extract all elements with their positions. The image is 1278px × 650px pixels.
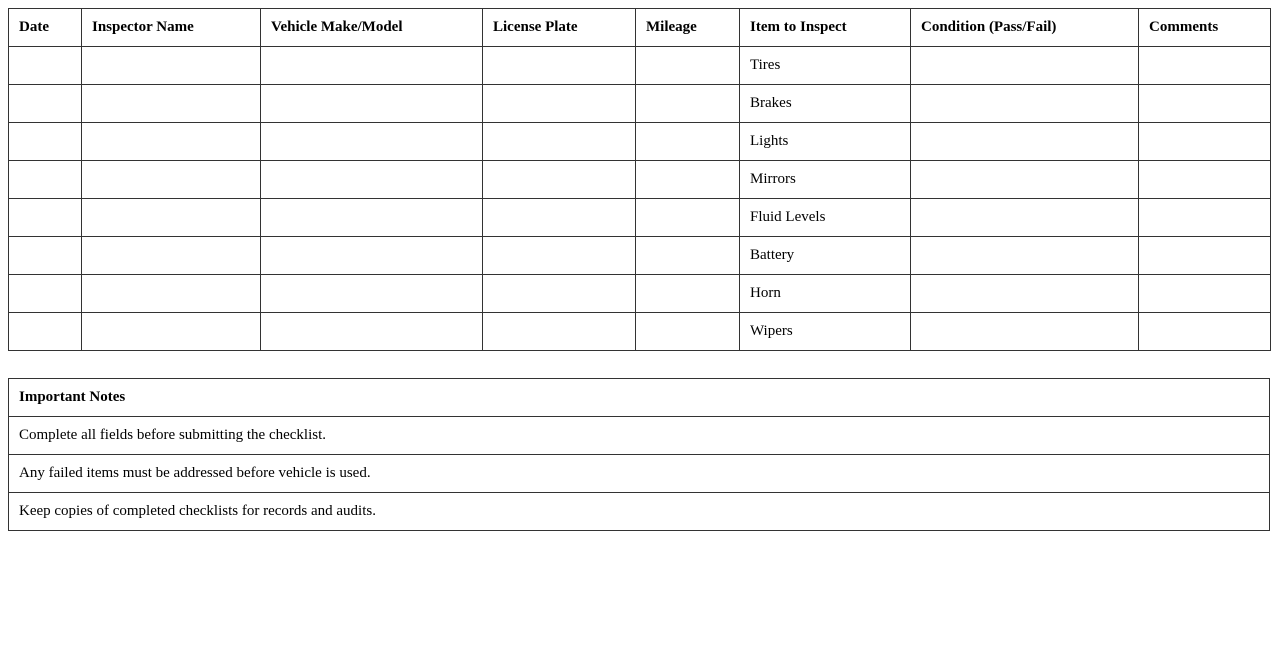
empty-field-cell[interactable]	[9, 237, 82, 275]
empty-field-cell[interactable]	[483, 199, 636, 237]
empty-field-cell[interactable]	[911, 85, 1139, 123]
important-notes-table	[8, 378, 1270, 531]
empty-field-cell[interactable]	[911, 275, 1139, 313]
empty-field-cell[interactable]	[1139, 275, 1271, 313]
empty-field-cell[interactable]	[82, 123, 261, 161]
empty-field-cell[interactable]	[261, 85, 483, 123]
empty-field-cell[interactable]	[636, 313, 740, 351]
empty-field-cell[interactable]	[911, 47, 1139, 85]
empty-field-cell[interactable]	[911, 237, 1139, 275]
empty-field-cell[interactable]	[261, 47, 483, 85]
empty-field-cell[interactable]	[9, 275, 82, 313]
note-line: Any failed items must be addressed before vehicle is used.	[9, 455, 1270, 493]
item-to-inspect-cell: Lights	[740, 123, 911, 161]
note-line: Keep copies of completed checklists for records and audits.	[9, 493, 1270, 531]
empty-field-cell[interactable]	[1139, 123, 1271, 161]
table-row	[9, 85, 1271, 123]
inspection-checklist-table	[8, 8, 1271, 351]
empty-field-cell[interactable]	[9, 47, 82, 85]
table-row	[9, 47, 1271, 85]
empty-field-cell[interactable]	[636, 199, 740, 237]
column-header: Inspector Name	[82, 9, 261, 47]
table-row	[9, 237, 1271, 275]
empty-field-cell[interactable]	[82, 85, 261, 123]
empty-field-cell[interactable]	[82, 313, 261, 351]
item-to-inspect-cell: Horn	[740, 275, 911, 313]
item-to-inspect-cell: Wipers	[740, 313, 911, 351]
item-to-inspect-cell: Tires	[740, 47, 911, 85]
empty-field-cell[interactable]	[911, 123, 1139, 161]
empty-field-cell[interactable]	[636, 85, 740, 123]
empty-field-cell[interactable]	[636, 47, 740, 85]
column-header: Condition (Pass/Fail)	[911, 9, 1139, 47]
empty-field-cell[interactable]	[1139, 161, 1271, 199]
empty-field-cell[interactable]	[9, 123, 82, 161]
item-to-inspect-cell: Mirrors	[740, 161, 911, 199]
empty-field-cell[interactable]	[483, 161, 636, 199]
empty-field-cell[interactable]	[9, 161, 82, 199]
empty-field-cell[interactable]	[261, 199, 483, 237]
empty-field-cell[interactable]	[1139, 237, 1271, 275]
empty-field-cell[interactable]	[636, 161, 740, 199]
empty-field-cell[interactable]	[911, 161, 1139, 199]
empty-field-cell[interactable]	[1139, 313, 1271, 351]
table-row	[9, 275, 1271, 313]
note-line: Complete all fields before submitting the checklist.	[9, 417, 1270, 455]
empty-field-cell[interactable]	[483, 237, 636, 275]
empty-field-cell[interactable]	[483, 123, 636, 161]
header-row	[9, 9, 1271, 47]
empty-field-cell[interactable]	[9, 313, 82, 351]
empty-field-cell[interactable]	[483, 85, 636, 123]
empty-field-cell[interactable]	[1139, 47, 1271, 85]
empty-field-cell[interactable]	[9, 85, 82, 123]
empty-field-cell[interactable]	[1139, 85, 1271, 123]
empty-field-cell[interactable]	[636, 275, 740, 313]
item-to-inspect-cell: Brakes	[740, 85, 911, 123]
column-header: Vehicle Make/Model	[261, 9, 483, 47]
table-row	[9, 123, 1271, 161]
empty-field-cell[interactable]	[1139, 199, 1271, 237]
empty-field-cell[interactable]	[636, 237, 740, 275]
empty-field-cell[interactable]	[261, 313, 483, 351]
column-header: License Plate	[483, 9, 636, 47]
column-header: Comments	[1139, 9, 1271, 47]
empty-field-cell[interactable]	[911, 313, 1139, 351]
empty-field-cell[interactable]	[483, 275, 636, 313]
empty-field-cell[interactable]	[82, 275, 261, 313]
item-to-inspect-cell: Fluid Levels	[740, 199, 911, 237]
empty-field-cell[interactable]	[261, 161, 483, 199]
column-header: Item to Inspect	[740, 9, 911, 47]
empty-field-cell[interactable]	[82, 237, 261, 275]
empty-field-cell[interactable]	[261, 237, 483, 275]
item-to-inspect-cell: Battery	[740, 237, 911, 275]
empty-field-cell[interactable]	[261, 123, 483, 161]
empty-field-cell[interactable]	[82, 47, 261, 85]
table-row	[9, 313, 1271, 351]
empty-field-cell[interactable]	[911, 199, 1139, 237]
empty-field-cell[interactable]	[82, 161, 261, 199]
table-row	[9, 199, 1271, 237]
column-header: Mileage	[636, 9, 740, 47]
notes-title: Important Notes	[9, 379, 1270, 417]
empty-field-cell[interactable]	[636, 123, 740, 161]
column-header: Date	[9, 9, 82, 47]
empty-field-cell[interactable]	[483, 47, 636, 85]
empty-field-cell[interactable]	[82, 199, 261, 237]
empty-field-cell[interactable]	[261, 275, 483, 313]
table-row	[9, 161, 1271, 199]
empty-field-cell[interactable]	[483, 313, 636, 351]
empty-field-cell[interactable]	[9, 199, 82, 237]
